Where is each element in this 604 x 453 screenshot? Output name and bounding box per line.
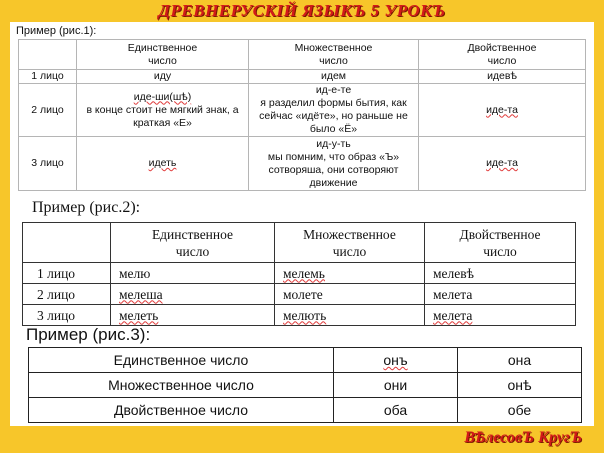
dual-cell: [419, 137, 586, 191]
example2-label: Пример (рис.2):: [32, 199, 141, 216]
table-row: [29, 373, 582, 398]
feminine-cell: она: [458, 348, 582, 373]
plural-note: мы помним, что образ «Ъ» сотворяша, они сотворяют движение: [267, 150, 400, 189]
dual-cell: мелевѣ: [425, 263, 576, 284]
dual-cell: мелета: [425, 284, 576, 305]
singular-word: мелеть: [119, 307, 159, 323]
feminine-cell: обе: [458, 398, 582, 423]
singular-cell: [77, 137, 249, 191]
number-label-cell: Множественное число: [29, 373, 334, 398]
plural-cell: [249, 137, 419, 191]
table-row: [19, 137, 586, 191]
masculine-cell: они: [334, 373, 458, 398]
plural-cell: идем: [249, 70, 419, 84]
singular-word: иде-ши(шѣ): [133, 90, 192, 103]
singular-cell: [111, 305, 275, 326]
conjugation-table-2: [22, 222, 576, 326]
table-row: [19, 70, 586, 84]
table-row: [19, 84, 586, 137]
feminine-cell: онѣ: [458, 373, 582, 398]
masculine-word: онъ: [383, 352, 408, 368]
person-cell: 3 лицо: [23, 305, 111, 326]
singular-cell: иду: [77, 70, 249, 84]
footer-signature: ВѢлесовЪ КругЪ: [464, 429, 582, 446]
number-label-cell: Двойственное число: [29, 398, 334, 423]
plural-cell: [249, 84, 419, 137]
person-cell: 2 лицо: [23, 284, 111, 305]
header-singular: Единственное число: [111, 223, 275, 263]
plural-cell: молете: [275, 284, 425, 305]
table-row: [29, 348, 582, 373]
dual-word: иде-та: [486, 157, 518, 169]
conjugation-table-1: [18, 39, 586, 191]
singular-cell: [111, 284, 275, 305]
dual-cell: [419, 84, 586, 137]
pronoun-table: [28, 347, 582, 423]
masculine-cell: [334, 348, 458, 373]
header-plural: Множественное число: [249, 40, 419, 70]
dual-word: мелета: [433, 307, 473, 323]
plural-note: я разделил формы бытия, как сейчас «идёте», но раньше не было «Ё»: [259, 97, 408, 135]
table-header-row: [23, 223, 576, 263]
person-cell: 2 лицо: [19, 84, 77, 137]
dual-cell: [425, 305, 576, 326]
header-dual: Двойственное число: [425, 223, 576, 263]
plural-word: ид-е-те: [315, 84, 352, 96]
singular-cell: [77, 84, 249, 137]
singular-note: в конце стоит не мягкий знак, а краткая «Е»: [86, 103, 239, 129]
dual-cell: идевѣ: [419, 70, 586, 84]
header-dual: Двойственное число: [419, 40, 586, 70]
table-row: [29, 398, 582, 423]
plural-word: ид-у-ть: [316, 137, 351, 150]
table-row: [23, 305, 576, 326]
plural-word: мелють: [283, 307, 327, 323]
plural-word: мелемь: [283, 265, 325, 281]
masculine-cell: оба: [334, 398, 458, 423]
header-cell: [19, 40, 77, 70]
table-row: [23, 263, 576, 284]
example1-label: Пример (рис.1):: [16, 25, 97, 37]
table-row: [23, 284, 576, 305]
singular-word: идеть: [148, 157, 177, 169]
number-label-cell: Единственное число: [29, 348, 334, 373]
header-singular: Единственное число: [77, 40, 249, 70]
singular-word: мелеша: [119, 286, 163, 302]
header-plural: Множественное число: [275, 223, 425, 263]
singular-cell: мелю: [111, 263, 275, 284]
person-cell: 1 лицо: [19, 70, 77, 84]
example3-label: Пример (рис.3):: [26, 325, 151, 344]
page-title: ДРЕВНЕРУСКІЙ ЯЗЫКЪ 5 УРОКЪ: [158, 1, 446, 20]
plural-cell: [275, 263, 425, 284]
dual-word: иде-та: [486, 103, 518, 116]
table-header-row: [19, 40, 586, 70]
plural-cell: [275, 305, 425, 326]
person-cell: 3 лицо: [19, 137, 77, 191]
person-cell: 1 лицо: [23, 263, 111, 284]
header-cell: [23, 223, 111, 263]
